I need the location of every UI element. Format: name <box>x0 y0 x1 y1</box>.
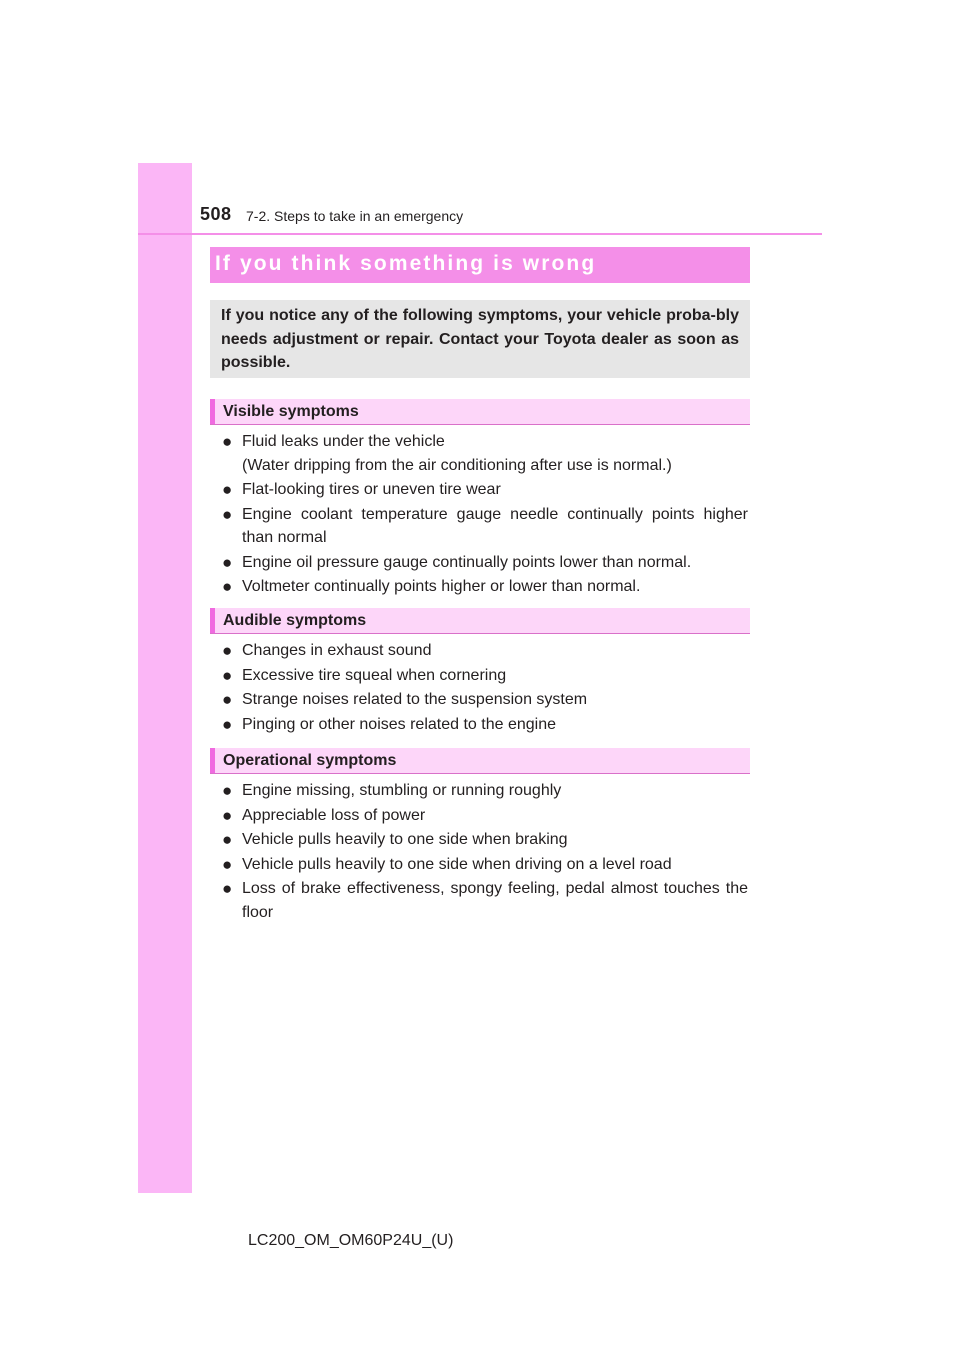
list-item <box>222 804 748 828</box>
chapter-side-tab <box>138 163 192 1193</box>
list-item <box>222 503 748 550</box>
bullet-icon: ● <box>222 665 233 685</box>
list-item <box>222 639 748 663</box>
bullet-icon: ● <box>222 830 233 849</box>
heading-accent-bar <box>210 748 215 773</box>
heading-label: Operational symptoms <box>223 752 397 769</box>
list-item-text: Vehicle pulls heavily to one side when driving on a level road <box>242 855 672 873</box>
bullet-icon: ● <box>222 504 233 524</box>
page-number: 508 <box>200 204 232 224</box>
bullet-icon: ● <box>222 480 233 499</box>
list-item-text: Loss of brake effectiveness, spongy feeling, pedal almost touches the floor <box>242 880 748 921</box>
bullet-icon: ● <box>222 432 233 451</box>
visible-symptoms-heading <box>210 399 750 425</box>
list-item-text: Engine missing, stumbling or running roughly <box>242 782 562 799</box>
visible-symptoms-list <box>222 430 748 600</box>
list-item-text: Flat-looking tires or uneven tire wear <box>242 481 501 498</box>
bullet-icon: ● <box>222 879 233 898</box>
list-item <box>222 478 748 502</box>
list-item-text: Voltmeter continually points higher or lower than normal. <box>242 578 641 595</box>
intro-box <box>210 300 750 378</box>
chapter-breadcrumb: 7-2. Steps to take in an emergency <box>246 208 464 224</box>
list-item-text: Pinging or other noises related to the engine <box>242 715 556 733</box>
list-item-text: Strange noises related to the suspension system <box>242 691 588 708</box>
list-item <box>222 664 748 688</box>
bullet-icon: ● <box>222 690 233 709</box>
list-item <box>222 779 748 803</box>
bullet-icon: ● <box>222 805 233 825</box>
bullet-icon: ● <box>222 854 233 874</box>
audible-symptoms-list <box>222 639 748 737</box>
list-item <box>222 828 748 852</box>
list-item-text: Excessive tire squeal when cornering <box>242 666 507 684</box>
list-item-text: Engine coolant temperature gauge needle continually points higher than normal <box>242 505 748 546</box>
list-item <box>222 575 748 599</box>
list-item-text: Changes in exhaust sound <box>242 642 432 659</box>
list-item-text: Engine oil pressure gauge continually points lower than normal. <box>242 553 692 571</box>
audible-symptoms-heading <box>210 608 750 634</box>
bullet-icon: ● <box>222 781 233 800</box>
list-item <box>222 430 748 477</box>
list-item <box>222 877 748 924</box>
list-item-text: Appreciable loss of power <box>242 806 426 824</box>
list-item-text: Fluid leaks under the vehicle (Water dripping from the air conditioning after use is normal.) <box>242 433 672 474</box>
section-title-bar <box>210 247 750 283</box>
operational-symptoms-heading <box>210 748 750 774</box>
intro-text: If you notice any of the following symptoms, your vehicle proba-bly needs adjustment or repair. Contact your Toyota dealer as soon as possible. <box>221 307 739 371</box>
heading-accent-bar <box>210 399 215 424</box>
heading-label: Visible symptoms <box>223 403 359 420</box>
heading-accent-bar <box>210 608 215 633</box>
header-divider <box>138 233 822 235</box>
page-title: If you think something is wrong <box>215 252 597 275</box>
list-item-text: Vehicle pulls heavily to one side when braking <box>242 831 568 848</box>
operational-symptoms-list <box>222 779 748 925</box>
list-item <box>222 551 748 575</box>
bullet-icon: ● <box>222 577 233 596</box>
list-item <box>222 713 748 737</box>
list-item <box>222 688 748 712</box>
bullet-icon: ● <box>222 552 233 572</box>
bullet-icon: ● <box>222 641 233 660</box>
heading-label: Audible symptoms <box>223 612 367 629</box>
document-code-footer: LC200_OM_OM60P24U_(U) <box>248 1232 454 1249</box>
bullet-icon: ● <box>222 714 233 734</box>
list-item <box>222 853 748 877</box>
